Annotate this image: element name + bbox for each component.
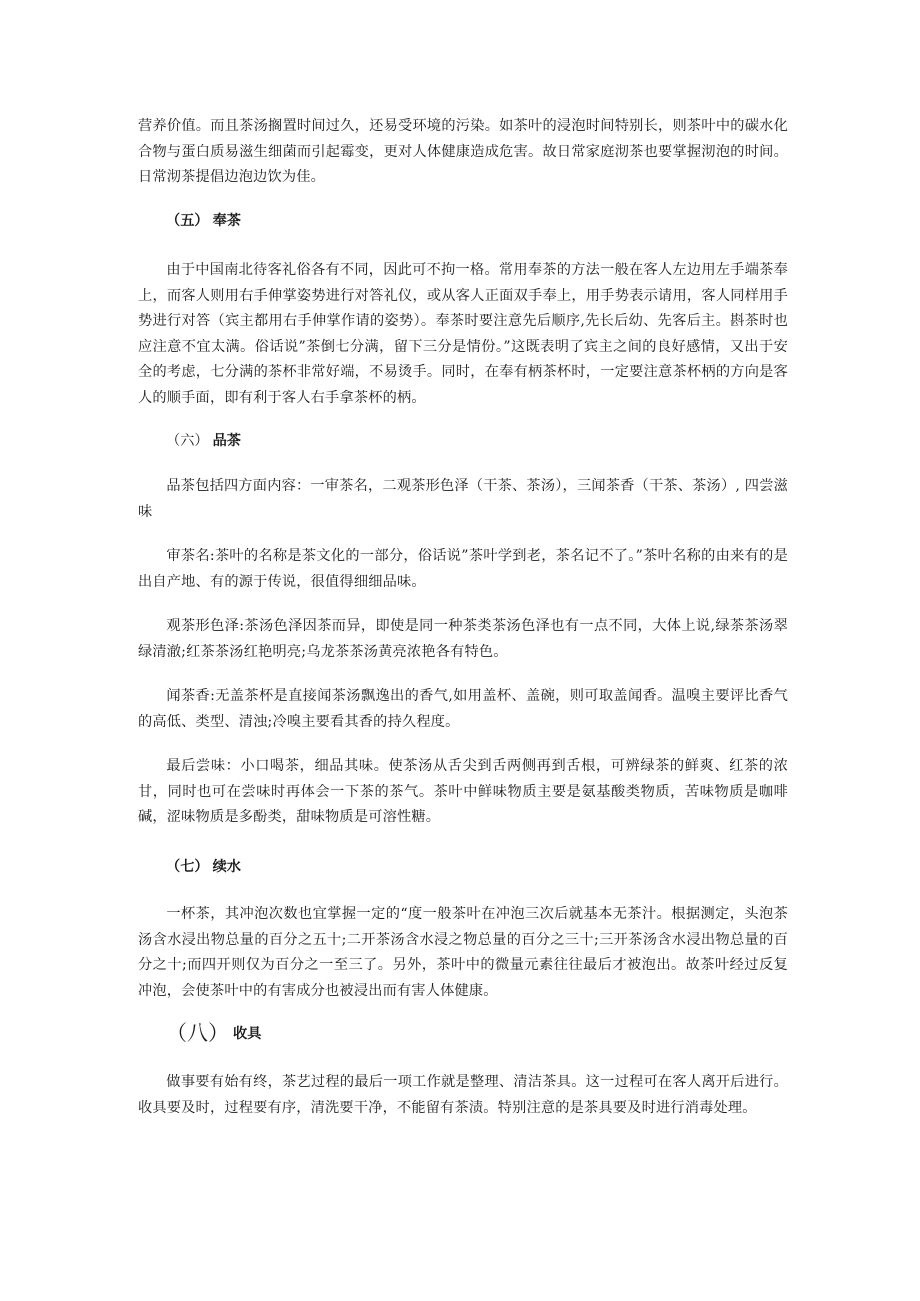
section-6-para-5: [138, 754, 788, 831]
section-heading-7: [138, 856, 816, 878]
section-number: （五）: [166, 213, 209, 229]
section-heading-5: [138, 210, 816, 232]
section-7-body: [138, 902, 788, 1004]
section-6-paragraph: 品茶包括四方面内容：一审茶名，二观茶形色泽（干茶、茶汤），三闻茶香（干茶、茶汤）, 四尝滋味: [138, 478, 788, 520]
section-title: 品茶: [212, 433, 241, 449]
intro-paragraph: 营养价值。而且茶汤搁置时间过久，还易受环境的污染。如茶叶的浸泡时间特别长，则茶叶中的碳水化合物与蛋白质易滋生细菌而引起霉变，更对人体健康造成危害。故日常家庭沏茶也要掌握沏泡的时间。日常沏茶提倡边泡边饮为佳。: [138, 118, 788, 185]
section-6-para-4: [138, 684, 788, 735]
section-6-paragraph: 闻茶香:无盖茶杯是直接闻茶汤飘逸出的香气,如用盖杯、盖碗，则可取盖闻香。温嗅主要评比香气的高低、类型、清浊;冷嗅主要看其香的持久程度。: [138, 688, 788, 730]
section-title: 奉茶: [212, 213, 241, 229]
intro-block: [138, 114, 788, 191]
section-5-paragraph: 由于中国南北待客礼俗各有不同，因此可不拘一格。常用奉茶的方法一般在客人左边用左手端茶奉上，而客人则用右手伸掌姿势进行对答礼仪，或从客人正面双手奉上，用手势表示请用，客人同样用手势进行对答（宾主都用右手伸掌作请的姿势）。奉茶时要注意先后顺序,先长后幼、先客后主。斟茶时也应注意不宜太满。俗话说”茶倒七分满，留下三分是情份。”这既表明了宾主之间的良好感情，又出于安全的考虑，七分满的茶杯非常好端，不易烫手。同时，在奉有柄茶杯时，一定要注意茶杯柄的方向是客人的顺手面，即有利于客人右手拿茶杯的柄。: [138, 262, 788, 406]
section-6-paragraph: 审茶名:茶叶的名称是茶文化的一部分，俗话说”茶叶学到老，茶名记不了。”茶叶名称的由来有的是出自产地、有的源于传说，很值得细细品味。: [138, 548, 788, 590]
section-heading-8: [138, 1022, 816, 1045]
section-title: 收具: [233, 1026, 262, 1042]
section-6-paragraph: 观茶形色泽:茶汤色泽因茶而异，即使是同一种茶类茶汤色泽也有一点不同，大体上说,绿茶茶汤翠绿清澈;红茶茶汤红艳明亮;乌龙茶茶汤黄亮浓艳各有特色。: [138, 618, 788, 660]
section-6-para-1: [138, 474, 788, 525]
section-8-body: [138, 1070, 788, 1121]
section-title: 续水: [212, 859, 241, 875]
section-heading-6: [138, 430, 816, 452]
section-5-body: [138, 258, 788, 411]
section-6-para-2: [138, 544, 788, 595]
section-6-para-3: [138, 614, 788, 665]
section-7-paragraph: 一杯茶，其冲泡次数也宜掌握一定的“度一般茶叶在冲泡三次后就基本无茶汁。根据测定，头泡茶汤含水浸出物总量的百分之五十;二开茶汤含水浸之物总量的百分之三十;三开茶汤含水浸出物总量的百分之十;而四开则仅为百分之一至三了。另外，茶叶中的微量元素往往最后才被泡出。故茶叶经过反复冲泡，会使茶叶中的有害成分也被浸出而有害人体健康。: [138, 906, 788, 999]
section-number: （八）: [166, 1021, 229, 1045]
section-8-paragraph: 做事要有始有终，茶艺过程的最后一项工作就是整理、清洁茶具。这一过程可在客人离开后进行。收具要及时，过程要有序，清洗要干净，不能留有茶渍。特别注意的是茶具要及时进行消毒处理。: [138, 1074, 788, 1116]
section-number: （六）: [166, 433, 209, 449]
section-6-paragraph: 最后尝味：小口喝茶，细品其味。使茶汤从舌尖到舌两侧再到舌根，可辨绿茶的鲜爽、红茶的浓甘，同时也可在尝味时再体会一下茶的茶气。茶叶中鲜味物质主要是氨基酸类物质，苦味物质是咖啡碱，涩味物质是多酚类，甜味物质是可溶性糖。: [138, 758, 788, 825]
section-number: （七）: [166, 859, 209, 875]
